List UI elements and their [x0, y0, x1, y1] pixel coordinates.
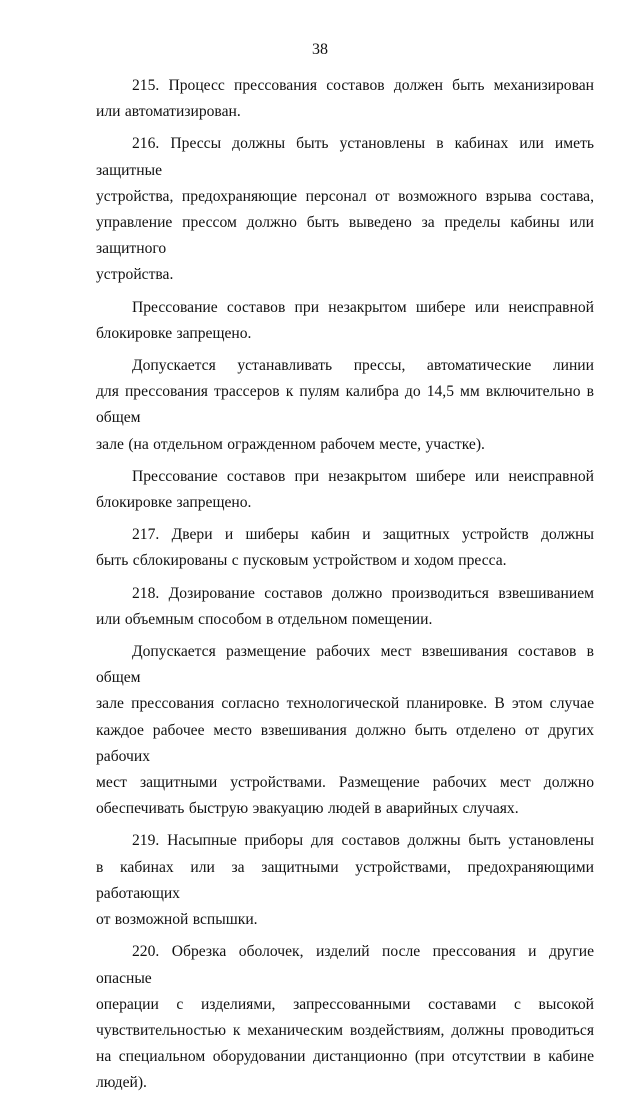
text-line: 218. Дозирование составов должно производиться взвешиванием: [132, 584, 594, 602]
text-line: 217. Двери и шиберы кабин и защитных устройств должны: [132, 526, 594, 544]
text-line: для прессования трассеров к пулям калибра до 14,5 мм включительно в общем: [96, 383, 594, 427]
text-line: зале (на отдельном огражденном рабочем месте, участке).: [96, 435, 485, 453]
text-line: быть сблокированы с пусковым устройством и ходом пресса.: [96, 552, 507, 570]
text-line: от возможной вспышки.: [96, 911, 258, 929]
paragraph: [96, 828, 594, 933]
paragraph: [96, 639, 594, 822]
text-line: Допускается устанавливать прессы, автоматические линии: [132, 357, 594, 375]
paragraph: [96, 581, 594, 633]
text-line: Прессование составов при незакрытом шибере или неисправной: [132, 298, 594, 316]
text-line: 216. Прессы должны быть установлены в кабинах или иметь защитные: [96, 135, 594, 179]
text-line: людей).: [96, 1074, 147, 1092]
text-line: мест защитными устройствами. Размещение рабочих мест должно: [96, 774, 594, 792]
text-line: 219. Насыпные приборы для составов должны быть установлены: [132, 832, 594, 850]
text-line: 220. Обрезка оболочек, изделий после прессования и другие опасные: [96, 943, 594, 987]
paragraph: [96, 295, 594, 347]
text-line: устройства.: [96, 266, 174, 284]
paragraph: [96, 73, 594, 125]
text-line: чувствительностью к механическим воздействиям, должны проводиться: [96, 1021, 594, 1039]
text-line: в кабинах или за защитными устройствами, предохраняющими работающих: [96, 858, 594, 902]
text-line: или объемным способом в отдельном помещении.: [96, 610, 433, 628]
text-line: зале прессования согласно технологической планировке. В этом случае: [96, 695, 594, 713]
text-line: Прессование составов при незакрытом шибере или неисправной: [132, 467, 594, 485]
text-line: управление прессом должно быть выведено за пределы кабины или защитного: [96, 214, 594, 258]
text-line: обеспечивать быструю эвакуацию людей в аварийных случаях.: [96, 800, 519, 818]
text-line: на специальном оборудовании дистанционно (при отсутствии в кабине: [96, 1048, 594, 1066]
text-line: или автоматизирован.: [96, 103, 241, 121]
text-line: устройства, предохраняющие персонал от возможного взрыва состава,: [96, 187, 594, 205]
document-body: [96, 73, 594, 1103]
text-line: 215. Процесс прессования составов должен быть механизирован: [132, 77, 594, 94]
text-line: блокировке запрещено.: [96, 494, 252, 512]
paragraph: [96, 131, 594, 288]
text-line: операции с изделиями, запрессованными составами с высокой: [96, 995, 594, 1013]
text-line: каждое рабочее место взвешивания должно быть отделено от других рабочих: [96, 721, 594, 765]
text-line: блокировке запрещено.: [96, 324, 252, 342]
paragraph: [96, 464, 594, 516]
text-line: Допускается размещение рабочих мест взвешивания составов в общем: [96, 643, 594, 687]
paragraph: [96, 353, 594, 458]
page-number: 38: [312, 41, 328, 58]
paragraph: [96, 522, 594, 574]
paragraph: [96, 939, 594, 1096]
